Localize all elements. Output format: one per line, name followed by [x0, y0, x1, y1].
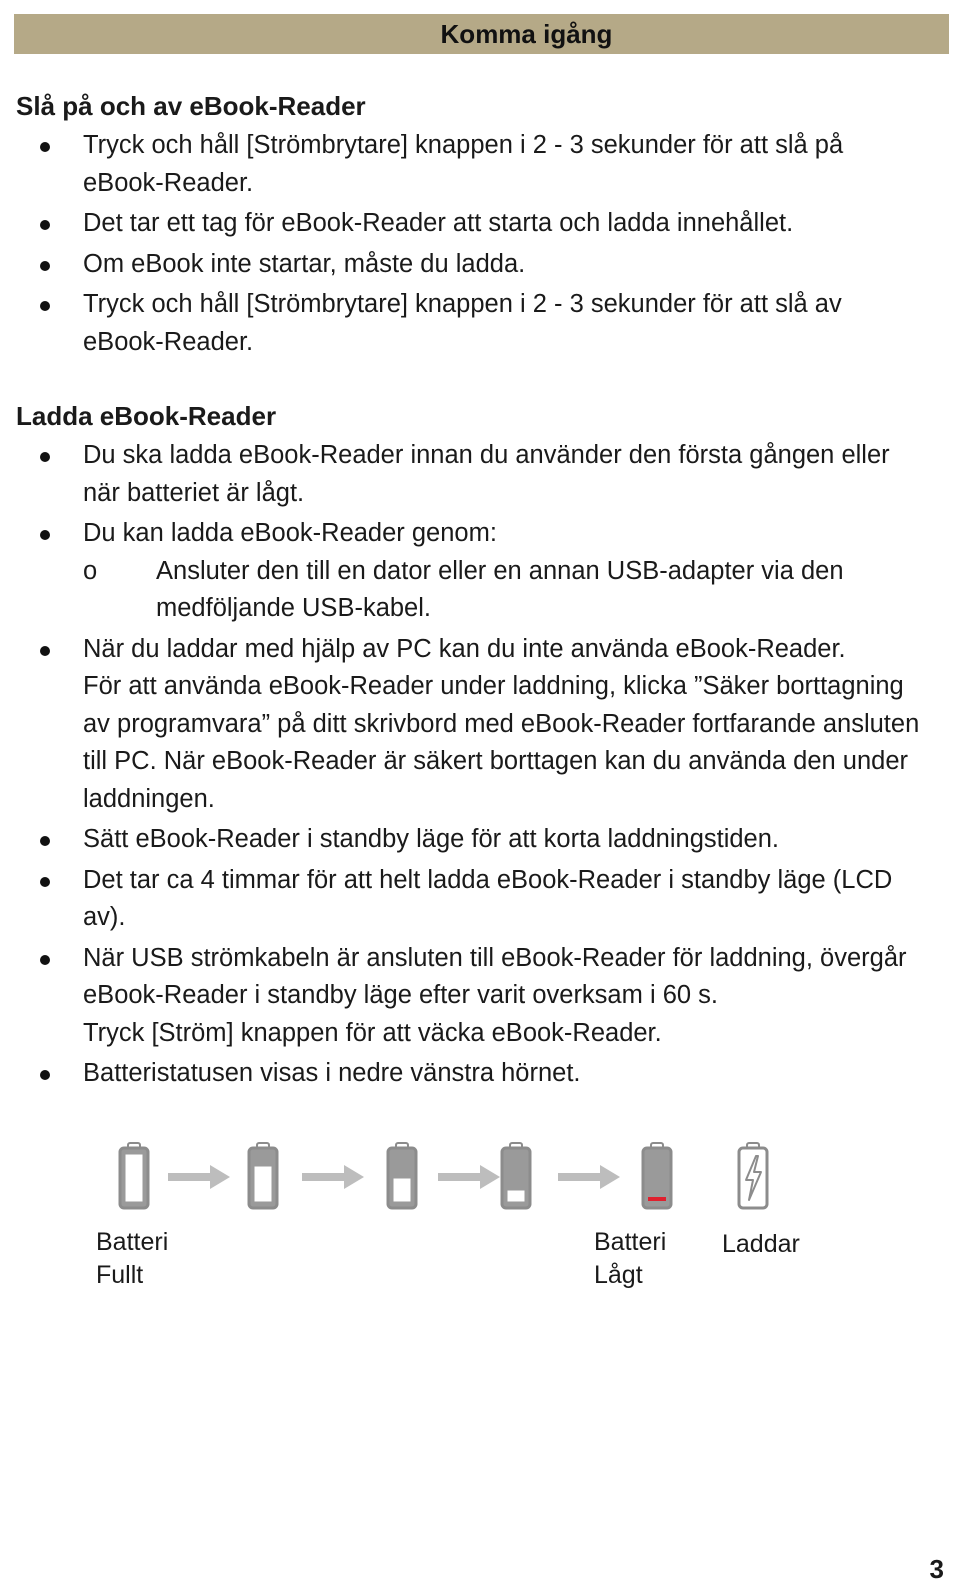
- bullet-icon: [40, 836, 50, 846]
- list-item: Om eBook inte startar, måste du ladda.: [16, 246, 921, 284]
- arrow-right-icon: [302, 1164, 364, 1190]
- battery-full-icon: [118, 1142, 150, 1210]
- bullet-icon: [40, 261, 50, 271]
- bullet-icon: [40, 220, 50, 230]
- battery-level-fill: [125, 1154, 143, 1202]
- label-charging: Laddar: [722, 1230, 800, 1258]
- battery-level-fill: [393, 1178, 411, 1202]
- list-item: När USB strömkabeln är ansluten till eBook-Reader för laddning, övergår eBook-Reader i standby läge efter varit overksam i 60 s. Tryck [Ström] knappen för att väcka eBook-Reader.: [16, 940, 921, 1053]
- battery-half-icon: [386, 1142, 418, 1210]
- battery-status-illustration: [0, 1130, 960, 1330]
- list-item: Det tar ca 4 timmar för att helt ladda eBook-Reader i standby läge (LCD av).: [16, 862, 921, 937]
- battery-level-fill: [254, 1166, 272, 1202]
- list-item: Batteristatusen visas i nedre vänstra hörnet.: [16, 1055, 921, 1093]
- page-title: Komma igång: [440, 19, 613, 49]
- bullet-icon: [40, 646, 50, 656]
- list-item: Tryck och håll [Strömbrytare] knappen i 2 - 3 sekunder för att slå av eBook-Reader.: [16, 286, 921, 361]
- bullet-icon: [40, 1070, 50, 1080]
- arrow-right-icon: [438, 1164, 500, 1190]
- power-list: [16, 127, 921, 361]
- list-item: Du kan ladda eBook-Reader genom: o Ansluter den till en dator eller en annan USB-adapter via den medföljande USB-kabel.: [16, 515, 921, 628]
- section-power: [16, 88, 921, 361]
- arrow-right-icon: [168, 1164, 230, 1190]
- label-battery-low: Batteri Lågt: [594, 1228, 667, 1289]
- bullet-icon: [40, 452, 50, 462]
- charging-list: [16, 437, 921, 1093]
- bullet-icon: [40, 530, 50, 540]
- charging-methods-list: [83, 553, 921, 628]
- bullet-icon: [40, 877, 50, 887]
- battery-low-level: [648, 1197, 666, 1201]
- list-item: När du laddar med hjälp av PC kan du inte använda eBook-Reader. För att använda eBook-Reader under laddning, klicka ”Säker borttagning av programvara” på ditt skrivbord med eBook-Reader fortfarande ansluten till PC. När eBook-Reader är säkert borttagen kan du använda den under laddningen.: [16, 631, 921, 819]
- section-title-power: Slå på och av eBook-Reader: [16, 91, 366, 121]
- lightning-bolt-icon: [737, 1142, 769, 1210]
- battery-low-icon: [641, 1142, 673, 1210]
- page-number: 3: [929, 1554, 944, 1584]
- section-title-charging: Ladda eBook-Reader: [16, 401, 277, 431]
- list-item: Sätt eBook-Reader i standby läge för att korta laddningstiden.: [16, 821, 921, 859]
- sub-list-item: o Ansluter den till en dator eller en annan USB-adapter via den medföljande USB-kabel.: [83, 553, 921, 628]
- list-item: Det tar ett tag för eBook-Reader att starta och ladda innehållet.: [16, 205, 921, 243]
- battery-three-quarter-icon: [247, 1142, 279, 1210]
- list-item: Du ska ladda eBook-Reader innan du använder den första gången eller när batteriet är lågt.: [16, 437, 921, 512]
- bullet-icon: [40, 301, 50, 311]
- section-charging: [16, 398, 921, 1093]
- bullet-icon: [40, 142, 50, 152]
- list-item: Tryck och håll [Strömbrytare] knappen i 2 - 3 sekunder för att slå på eBook-Reader.: [16, 127, 921, 202]
- circle-bullet-icon: o: [83, 556, 98, 585]
- section-header-bar: [14, 14, 949, 54]
- battery-level-fill: [507, 1190, 525, 1202]
- battery-quarter-icon: [500, 1142, 532, 1210]
- bullet-icon: [40, 955, 50, 965]
- label-battery-full: Batteri Fullt: [96, 1228, 169, 1289]
- arrow-right-icon: [558, 1164, 620, 1190]
